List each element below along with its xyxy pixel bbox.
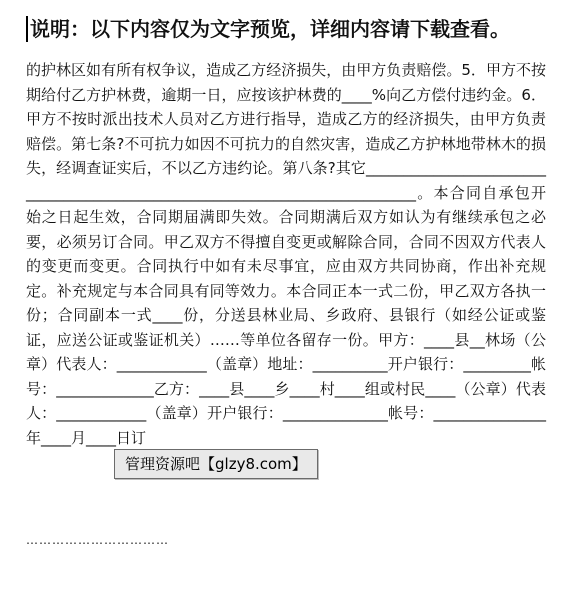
text-cursor: [26, 16, 28, 42]
site-watermark-stamp: 管理资源吧【glzy8.com】: [114, 449, 318, 479]
preview-notice-heading: 说明：以下内容仅为文字预览，详细内容请下载查看。: [30, 17, 510, 41]
continuation-ellipsis: ……………………………: [26, 533, 169, 547]
document-body-text: 的护林区如有所有权争议，造成乙方经济损失，由甲方负责赔偿。5．甲方不按期给付乙方护林费，逾期一日，应按该护林费的____%向乙方偿付违约金。6．甲方不按时派出技术人员对乙方进行指导，造成乙方的经济损失，由甲方负责赔偿。第七条?不可抗力如因不可抗力的自然灾害，造成乙方护林地带林木的损失，经调查证实后，不以乙方违约论。第八条?其它____________________________________________________________________________。本合同自承包开始之日起生效，合同期届满即失效。合同期满后双方如认为有继续承包之必要，必须另订合同。甲乙双方不得擅自变更或解除合同，合同不因双方代表人的变更而变更。合同执行中如有未尽事宜，应由双方共同协商，作出补充规定。补充规定与本合同具有同等效力。本合同正本一式二份，甲乙双方各执一份；合同副本一式____份，分送县林业局、乡政府、县银行（如经公证或鉴证，应送公证或鉴证机关）……等单位各留存一份。甲方：____县__林场（公章）代表人：____________（盖章）地址：__________开户银行：_________帐号：_____________乙方：____县____乡____村____组或村民____（公章）代表人：____________（盖章）开户银行：______________帐号：_______________年____月____日订: [26, 61, 546, 447]
